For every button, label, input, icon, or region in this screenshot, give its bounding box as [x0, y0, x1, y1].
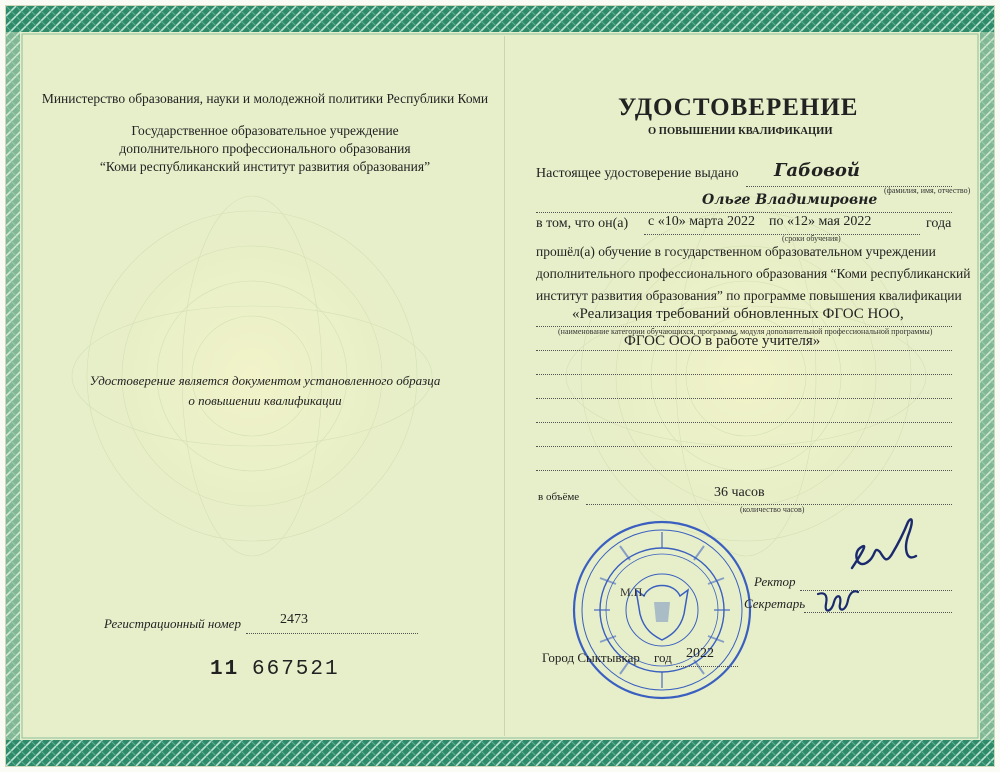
blank-line-4: [536, 446, 952, 447]
registration-number: 2473: [280, 612, 308, 627]
fold-line: [504, 36, 505, 736]
serial-series: 11: [210, 658, 240, 681]
blank-line-1: [536, 374, 952, 375]
blank-line-2: [536, 398, 952, 399]
issued-label: Настоящее удостоверение выдано: [536, 166, 739, 181]
recipient-surname: Габовой: [774, 160, 861, 181]
certificate-title: УДОСТОВЕРЕНИЕ: [618, 94, 859, 121]
volume-caption: (количество часов): [740, 505, 805, 514]
institution-line-2: дополнительного профессионального образования: [119, 141, 411, 156]
study-period: с «10» марта 2022 по «12» мая 2022: [648, 214, 872, 229]
blank-line-5: [536, 470, 952, 471]
city-label: Город Сыктывкар: [542, 650, 640, 665]
fio-caption: (фамилия, имя, отчество): [884, 186, 971, 195]
program-line-1: «Реализация требований обновленных ФГОС НОО,: [572, 306, 904, 322]
institution-line-3: “Коми республиканский институт развития образования”: [99, 159, 431, 174]
program-line-2: ФГОС ООО в работе учителя»: [624, 333, 821, 349]
body-line-3: институт развития образования” по программе повышения квалификации: [536, 288, 962, 303]
certificate-document: [6, 6, 994, 766]
registration-number-line: [246, 633, 418, 634]
left-page: [32, 50, 498, 710]
program-line-2-rule: [536, 350, 952, 351]
secretary-label: Секретарь: [744, 596, 806, 611]
rector-signature: [846, 512, 926, 582]
recipient-given-names: Ольге Владимировне: [702, 192, 878, 208]
official-stamp: [570, 518, 754, 702]
given-names-line: [536, 212, 952, 213]
volume-label: в объёме: [538, 491, 580, 503]
notice-line-2: о повышении квалификации: [188, 393, 342, 408]
period-caption: (сроки обучения): [782, 234, 841, 243]
year-line: [676, 666, 738, 667]
ministry-name: Министерство образования, науки и молодежной политики Республики Коми: [41, 91, 489, 106]
body-line-1: прошёл(а) обучение в государственном образовательном учреждении: [536, 244, 936, 259]
period-suffix: года: [926, 216, 952, 231]
body-line-2: дополнительного профессионального образования “Коми республиканский: [536, 266, 971, 281]
registration-number-label: Регистрационный номер: [104, 616, 241, 631]
serial-number: 667521: [252, 658, 340, 681]
secretary-signature: [814, 584, 862, 620]
year-value: 2022: [686, 646, 714, 661]
year-label: год: [654, 650, 672, 665]
stamp-mp-label: М.П.: [620, 585, 646, 599]
volume-value: 36 часов: [714, 485, 765, 500]
period-prefix: в том, что он(а): [536, 216, 629, 231]
right-page: [514, 50, 970, 710]
blank-line-3: [536, 422, 952, 423]
certificate-subtitle: О ПОВЫШЕНИИ КВАЛИФИКАЦИИ: [648, 126, 833, 137]
institution-line-1: Государственное образовательное учреждение: [131, 123, 399, 138]
rector-label: Ректор: [754, 574, 796, 589]
program-caption: (наименование категории обучающихся, программы, модуля дополнительной профессиональной программы): [558, 327, 933, 336]
notice-line-1: Удостоверение является документом установленного образца: [89, 373, 441, 388]
